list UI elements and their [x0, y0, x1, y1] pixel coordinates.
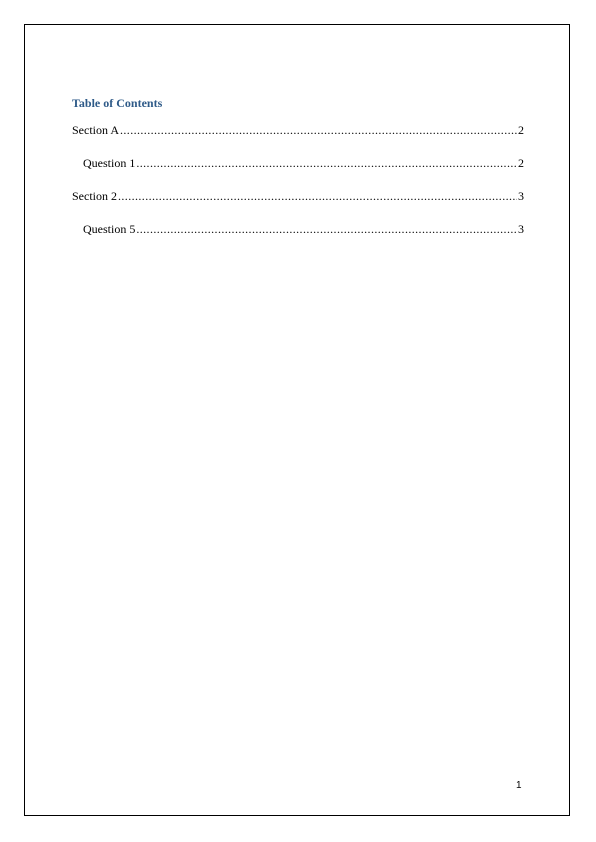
table-of-contents [72, 122, 524, 254]
toc-entry-section-a[interactable] [72, 122, 524, 138]
toc-entry-page[interactable]: 3 [518, 189, 524, 203]
toc-entry-label[interactable]: Section 2 [72, 189, 117, 203]
toc-dot-leader [120, 122, 517, 138]
toc-entry-page[interactable]: 3 [518, 222, 524, 236]
toc-entry-label[interactable]: Question 5 [83, 222, 136, 236]
toc-entry-page[interactable]: 2 [518, 156, 524, 170]
toc-dot-leader [136, 221, 517, 237]
toc-entry-label[interactable]: Section A [72, 123, 119, 137]
toc-dot-leader [118, 188, 517, 204]
toc-entry-question-1[interactable] [72, 155, 524, 171]
page-number: 1 [516, 780, 522, 791]
toc-title: Table of Contents [72, 96, 163, 110]
toc-dot-leader [136, 155, 517, 171]
toc-entry-section-2[interactable] [72, 188, 524, 204]
toc-entry-page[interactable]: 2 [518, 123, 524, 137]
toc-entry-label[interactable]: Question 1 [83, 156, 136, 170]
toc-entry-question-5[interactable] [72, 221, 524, 237]
